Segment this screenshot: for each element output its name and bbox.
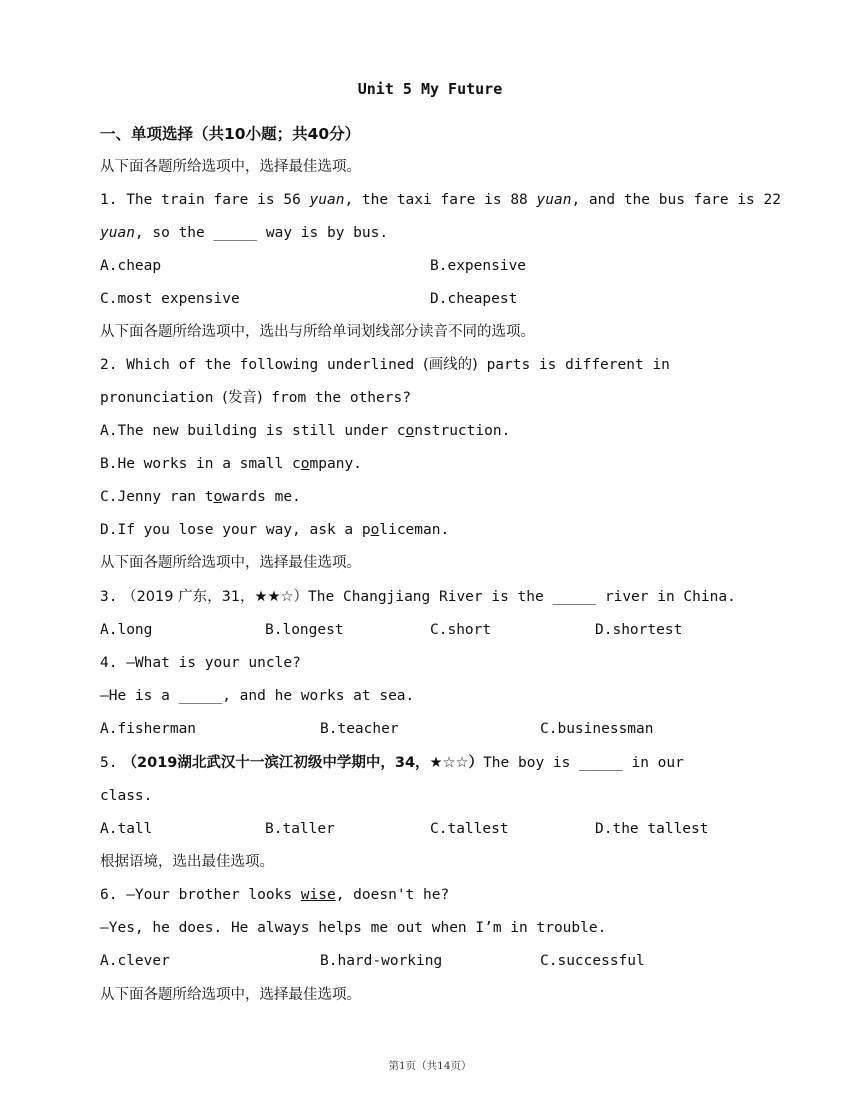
instruction-context: 根据语境，选出最佳选项。 — [100, 854, 274, 870]
instruction-pronunciation: 从下面各题所给选项中，选出与所给单词划线部分读音不同的选项。 — [100, 324, 535, 340]
question-number: 1. — [100, 192, 118, 208]
question-5-line-1: 5. （2019湖北武汉十一滨江初级中学期中，34，★☆☆）The boy is _____ in our — [100, 755, 684, 771]
option-c[interactable]: C.most expensive — [100, 291, 240, 307]
question-number: 4. — [100, 655, 118, 671]
question-6-line-2: —Yes, he does. He always helps me out when I’m in trouble. — [100, 920, 607, 936]
question-number: 3. — [100, 589, 118, 605]
option-a[interactable]: A.long — [100, 622, 153, 638]
option-c[interactable]: C.successful — [540, 953, 645, 969]
question-3-line-1: 3. （2019 广东，31，★★☆）The Changjiang River is the _____ river in China. — [100, 589, 736, 605]
option-b[interactable]: B.longest — [265, 622, 344, 638]
question-number: 2. — [100, 357, 118, 373]
option-d[interactable]: D.If you lose your way, ask a policeman. — [100, 522, 450, 538]
section-heading: 一、单项选择（共10小题；共40分） — [100, 125, 361, 143]
option-d[interactable]: D.cheapest — [430, 291, 518, 307]
question-1-line-1: 1. The train fare is 56 yuan, the taxi fare is 88 yuan, and the bus fare is 22 — [100, 192, 781, 208]
question-source: （2019湖北武汉十一滨江初级中学期中，34，★☆☆） — [117, 755, 484, 771]
option-b[interactable]: B.hard-working — [320, 953, 443, 969]
question-number: 5. — [100, 755, 118, 771]
option-a[interactable]: A.clever — [100, 953, 170, 969]
option-c[interactable]: C.tallest — [430, 821, 509, 837]
option-c[interactable]: C.Jenny ran towards me. — [100, 489, 301, 505]
option-b[interactable]: B.taller — [265, 821, 335, 837]
option-d[interactable]: D.the tallest — [595, 821, 709, 837]
option-a[interactable]: A.cheap — [100, 258, 162, 274]
page-footer: 第1页（共14页） — [388, 1060, 472, 1072]
question-2-line-2: pronunciation (发音) from the others? — [100, 390, 411, 406]
question-source: （2019 广东，31，★★☆） — [117, 589, 309, 605]
page-title: Unit 5 My Future — [357, 80, 503, 98]
option-c[interactable]: C.businessman — [540, 721, 654, 737]
question-2-line-1: 2. Which of the following underlined (画线的) parts is different in — [100, 357, 670, 373]
instruction-choose-best: 从下面各题所给选项中，选择最佳选项。 — [100, 159, 361, 175]
question-4-line-2: —He is a _____, and he works at sea. — [100, 688, 415, 704]
option-a[interactable]: A.tall — [100, 821, 153, 837]
option-a[interactable]: A.The new building is still under construction. — [100, 423, 511, 439]
question-1-line-2: yuan, so the _____ way is by bus. — [100, 225, 389, 241]
option-b[interactable]: B.expensive — [430, 258, 527, 274]
option-b[interactable]: B.teacher — [320, 721, 399, 737]
question-6-line-1: 6. —Your brother looks wise, doesn't he? — [100, 887, 450, 903]
question-4-line-1: 4. —What is your uncle? — [100, 655, 301, 671]
option-b[interactable]: B.He works in a small company. — [100, 456, 362, 472]
question-number: 6. — [100, 887, 118, 903]
option-c[interactable]: C.short — [430, 622, 492, 638]
option-a[interactable]: A.fisherman — [100, 721, 197, 737]
option-d[interactable]: D.shortest — [595, 622, 683, 638]
question-5-line-2: class. — [100, 788, 153, 804]
instruction-choose-best: 从下面各题所给选项中，选择最佳选项。 — [100, 987, 361, 1003]
instruction-choose-best: 从下面各题所给选项中，选择最佳选项。 — [100, 555, 361, 571]
